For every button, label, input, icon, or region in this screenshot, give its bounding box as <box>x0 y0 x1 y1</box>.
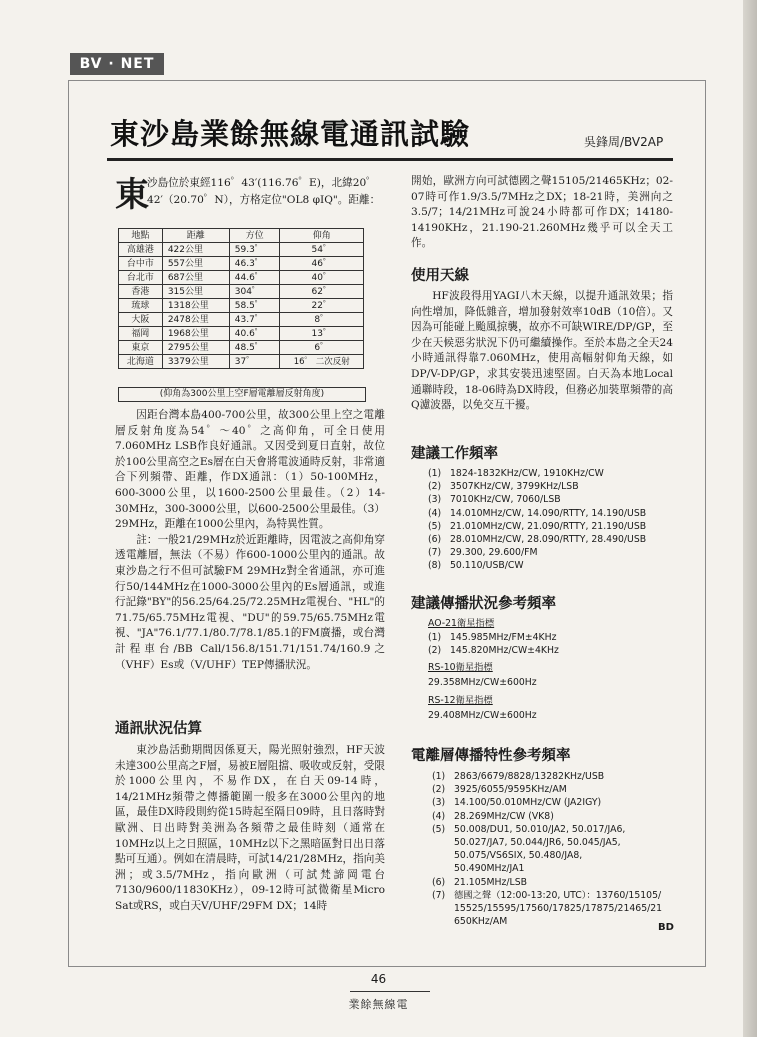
section-heading-freq: 建議工作頻率 <box>411 446 498 462</box>
table-cell: 香港 <box>119 285 163 299</box>
list-item: (5) 50.008/DU1, 50.010/JA2, 50.017/JA6, 50.027/JA7, 50.044/JR6, 50.045/JA5, 50.075/VS6SIX, 50.480/JA8, 50.490MHz/JA1 <box>432 823 626 875</box>
sat-title-rs12: RS-12衛星指標 <box>428 694 493 706</box>
section-heading-sat: 建議傳播狀況參考頻率 <box>411 596 556 612</box>
table-cell: 62゜ <box>280 285 364 299</box>
list-item: (7) 29.300, 29.600/FM <box>428 547 538 559</box>
table-cell: 琉球 <box>119 299 163 313</box>
publication-name: 業餘無線電 <box>348 998 409 1011</box>
table-cell: 8゜ <box>280 313 364 327</box>
comm-body <box>115 743 385 915</box>
end-mark: BD <box>658 922 674 933</box>
table-row <box>119 327 364 341</box>
paragraph: 註：一般21/29MHz於近距離時，因電波之高仰角穿透電離層，無法（不易）作600-1000公里內的通訊。故東沙島之行不但可試驗FM 29MHz對全省通訊，亦可進行50/144MHz在1000-3000公里內的Es層通訊，或進行記錄"BY"的56.25/64.25/72.25MHz電視台、"HL"的71.75/65.75MHz電視、"DU"的59.75/65.75MHz電視、"JA"76.1/77.1/80.7/78.1/85.1的FM廣播，或台灣計程車台/BB Call/156.8/151.71/151.74/160.9之（VHF）Es或（V/UHF）TEP傳播狀況。 <box>115 533 385 671</box>
list-item: (4) 14.010MHz/CW, 14.090/RTTY, 14.190/USB <box>428 507 647 519</box>
sat-title-ao21: AO-21衛星指標 <box>428 618 495 629</box>
intro-block <box>115 173 385 227</box>
page-edge <box>743 0 757 1037</box>
table-cell: 大阪 <box>119 313 163 327</box>
ao21-list <box>428 631 678 657</box>
table-row <box>119 299 364 313</box>
freq-list <box>428 467 678 573</box>
table-row <box>119 243 364 257</box>
table-caption: (仰角為300公里上空F層電離層反射角度) <box>118 387 366 402</box>
list-item: (6) 21.105MHz/LSB <box>432 876 528 888</box>
antenna-body <box>411 289 673 414</box>
title-rule <box>107 158 673 161</box>
table-cell: 58.5゜ <box>229 299 280 313</box>
table-cell: 40゜ <box>280 271 364 285</box>
table-cell: 台北市 <box>119 271 163 285</box>
table-cell: 高雄港 <box>119 243 163 257</box>
list-item: (2) 3925/6055/9595KHz/AM <box>432 784 567 796</box>
list-item: (1) 145.985MHz/FM±4KHz <box>428 631 557 643</box>
table-cell: 3379公里 <box>162 355 229 369</box>
sat-block <box>428 617 678 723</box>
table-cell: 16゜ 二次反射 <box>280 355 364 369</box>
table-cell: 6゜ <box>280 341 364 355</box>
table-cell: 48.5゜ <box>229 341 280 355</box>
list-item: (3) 7010KHz/CW, 7060/LSB <box>428 494 561 506</box>
table-cell: 37゜ <box>229 355 280 369</box>
footer-rule <box>350 991 430 992</box>
page-number: 46 <box>370 972 387 986</box>
table-cell: 315公里 <box>162 285 229 299</box>
table-header: 方位 <box>229 229 280 243</box>
dropcap: 東 <box>115 175 149 215</box>
table-header: 仰角 <box>280 229 364 243</box>
table-cell: 44.6゜ <box>229 271 280 285</box>
iono-list <box>432 770 680 928</box>
table-row <box>119 257 364 271</box>
sat-title-rs10: RS-10衛星指標 <box>428 661 493 673</box>
list-item: (1) 1824-1832KHz/CW, 1910KHz/CW <box>428 468 604 479</box>
table-cell: 43.7゜ <box>229 313 280 327</box>
table-row <box>119 313 364 327</box>
table-row <box>119 341 364 355</box>
table-cell: 40.6゜ <box>229 327 280 341</box>
table-cell: 台中市 <box>119 257 163 271</box>
paragraph: 東沙島活動期間因係夏天，陽光照射強烈，HF天波未達300公里高之F層，易被E層阻擋、吸收或反射，受限於1000公里內，不易作DX，在白天09-14時，14/21MHz頻帶之傳播範圍一般多在3000公里內的地區，最佳DX時段則約從15時起至隔日09時，且日落時對歐洲、日出時對美洲為各頻帶之最佳時刻（通常在10MHz以上之日照區，10MHz以下之黑暗區對日出日落點可互通）。例如在清晨時，可試14/21/28MHz，指向美洲；或3.5/7MHz，指向歐洲（可試梵諦岡電台7130/9600/11830KHz），09-12時可試微衛星Micro Sat或RS，或白天V/UHF/29FM DX；14時 <box>115 744 385 912</box>
table-row <box>119 271 364 285</box>
table-cell: 46.3゜ <box>229 257 280 271</box>
table-cell: 東京 <box>119 341 163 355</box>
table-cell: 2478公里 <box>162 313 229 327</box>
section-heading-iono: 電離層傳播特性參考頻率 <box>411 748 571 764</box>
table-cell: 46゜ <box>280 257 364 271</box>
paragraph: HF波段得用YAGI八木天線，以提升通訊效果；指向性增加，降低雜音，增加發射效率10dB（10倍）。又因為可能碰上颱風掠襲，故亦不可缺WIRE/DP/GP，至少在天候惡劣狀況下仍可繼續操作。至於本島之全天24小時通訊得靠7.060MHz，使用高幅射仰角天線，如DP/V-DP/GP，求其安裝迅速堅固。白天為本地Local通聯時段，18-06時為DX時段，但務必加裝單頻帶的高Q濾波器，以免交互干擾。 <box>411 290 673 412</box>
intro-text: 沙島位於東經116゜43′(116.76゜E)，北緯20゜42′（20.70゜N），方格定位"OL8 φIQ"。距離： <box>147 177 381 206</box>
table-cell: 422公里 <box>162 243 229 257</box>
list-item: (8) 50.110/USB/CW <box>428 560 524 572</box>
table-header: 地點 <box>119 229 163 243</box>
rs10-item: 29.358MHz/CW±600Hz <box>428 677 537 689</box>
table-header: 距離 <box>162 229 229 243</box>
table-cell: 1968公里 <box>162 327 229 341</box>
table-cell: 54゜ <box>280 243 364 257</box>
list-item: (3) 14.100/50.010MHz/CW (JA2IGY) <box>432 797 602 809</box>
section-heading-antenna: 使用天線 <box>411 268 469 284</box>
table-cell: 304゜ <box>229 285 280 299</box>
paragraph: 因距台灣本島400-700公里，故300公里上空之電離層反射角度為54゜～40゜之高仰角，可全日使用7.060MHz LSB作良好通訊。又因受到夏日直射，故位於100公里高空之Es層在白天會將電波通時反射，非常適合下列頻帶、距離，作DX通訊：（1）50-100MHz，600-3000公里，以1600-2500公里最佳。（2）14-30MHz，300-3000公里，以600-2500公里最佳。（3）29MHz，距離在1000公里內，為特異性質。 <box>115 409 385 531</box>
table-cell: 2795公里 <box>162 341 229 355</box>
table-cell: 59.3゜ <box>229 243 280 257</box>
table-cell: 13゜ <box>280 327 364 341</box>
list-item: (4) 28.269MHz/CW (VK8) <box>432 810 554 822</box>
table-cell: 557公里 <box>162 257 229 271</box>
list-item: (7) 德國之聲（12:00-13:20, UTC）：13760/15105/15525/15595/17560/17825/17875/21465/21650KHz/AM <box>432 889 663 928</box>
list-item: (2) 3507KHz/CW, 3799KHz/LSB <box>428 481 579 493</box>
table-cell: 22゜ <box>280 299 364 313</box>
rs12-item: 29.408MHz/CW±600Hz <box>428 710 537 722</box>
list-item: (1) 2863/6679/8828/13282KHz/USB <box>432 771 605 782</box>
table-header-row <box>119 229 364 243</box>
section-tag: BV · NET <box>70 53 164 75</box>
table-cell: 687公里 <box>162 271 229 285</box>
table-row <box>119 285 364 299</box>
table-cell: 北海道 <box>119 355 163 369</box>
table-row <box>119 355 364 369</box>
paragraph: 開始，歐洲方向可試德國之聲15105/21465KHz；02-07時可作1.9/3.5/7MHz之DX；18-21時，美洲向之3.5/7；14/21MHz可說24小時都可作DX；14180-14190KHz，21.190-21.260MHz幾乎可以全天工作。 <box>411 175 673 250</box>
article-title: 東沙島業餘無線電通訊試驗 <box>110 117 471 151</box>
right-intro <box>411 174 673 252</box>
author-byline: 吳鋒周/BV2AP <box>584 135 664 149</box>
list-item: (5) 21.010MHz/CW, 21.090/RTTY, 21.190/USB <box>428 520 647 532</box>
list-item: (2) 145.820MHz/CW±4KHz <box>428 644 559 656</box>
distance-table <box>118 228 364 369</box>
left-body <box>115 408 385 673</box>
section-heading-comm: 通訊狀況估算 <box>115 721 202 737</box>
table-cell: 1318公里 <box>162 299 229 313</box>
table-cell: 福岡 <box>119 327 163 341</box>
list-item: (6) 28.010MHz/CW, 28.090/RTTY, 28.490/USB <box>428 534 647 546</box>
